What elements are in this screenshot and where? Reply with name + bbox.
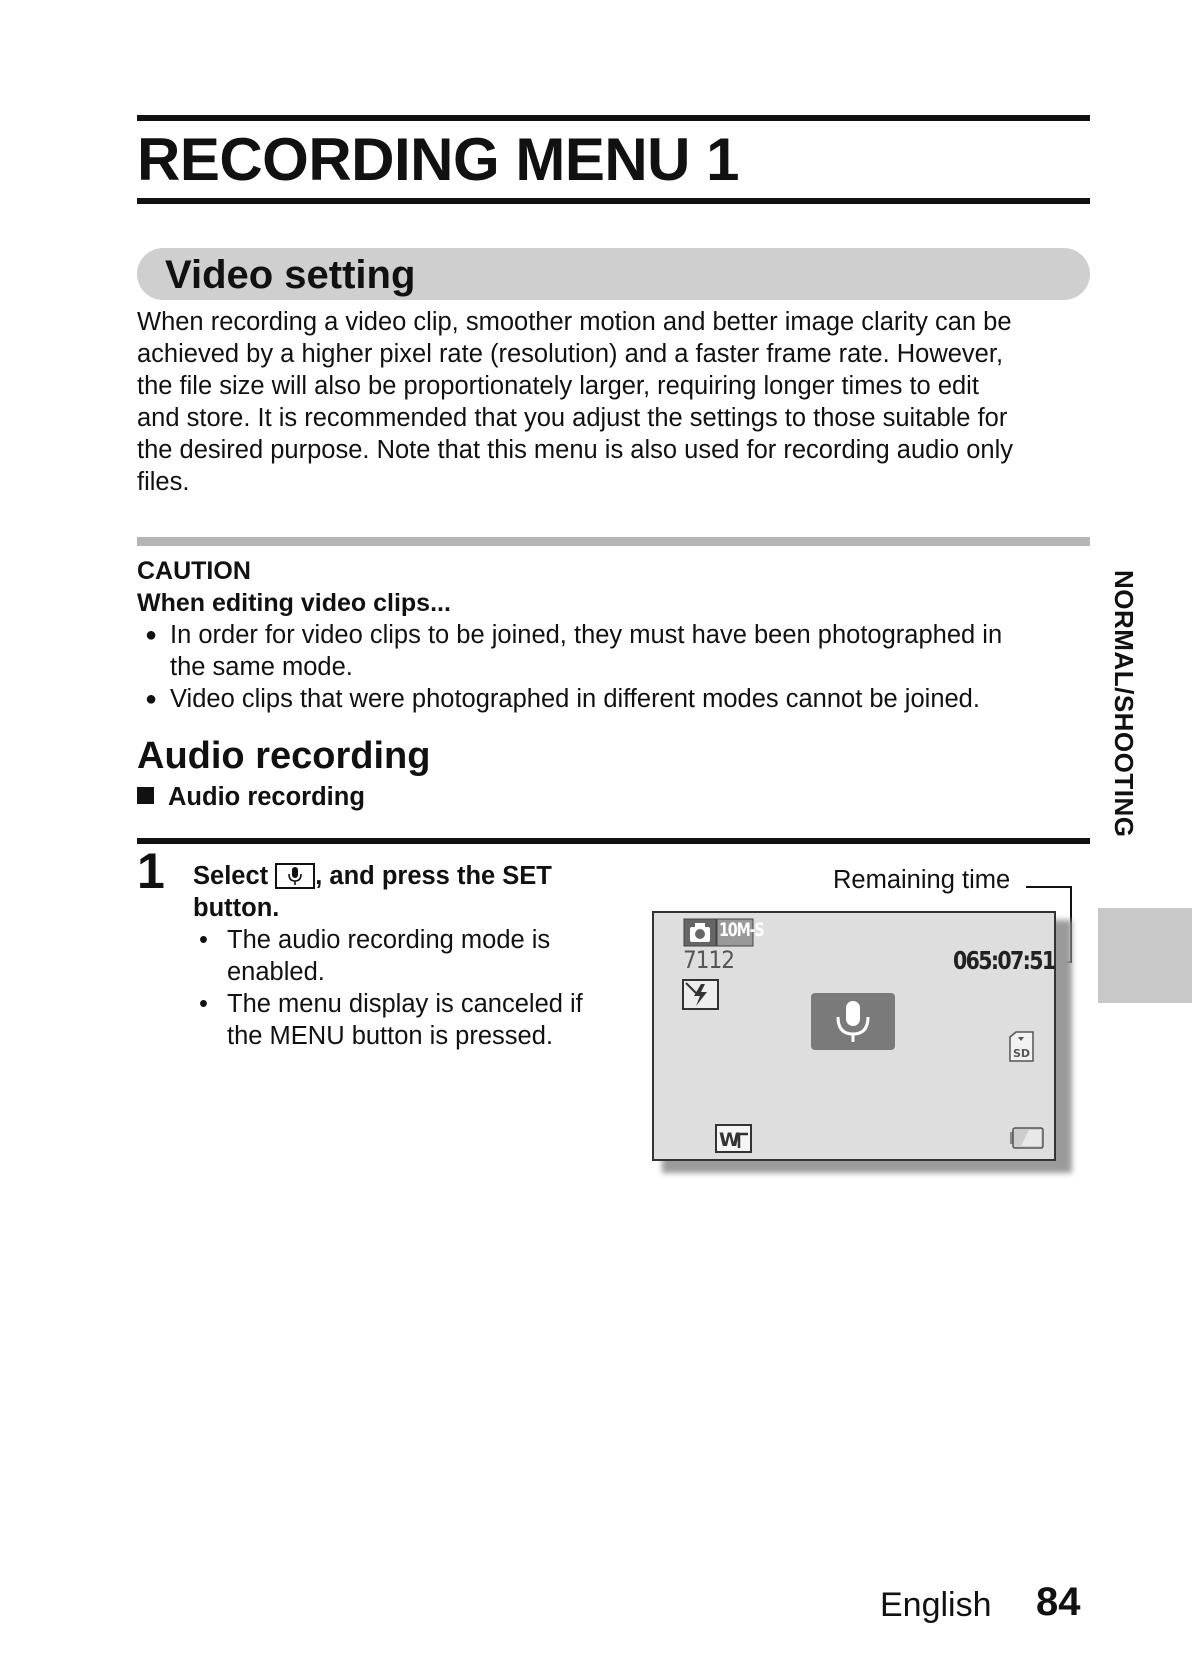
page-title: RECORDING MENU 1 [137,126,740,193]
paragraph-line: achieved by a higher pixel rate (resolution) and a faster frame rate. However, [137,340,1004,368]
bullet-line: the MENU button is pressed. [227,1022,553,1050]
flash-off-icon [682,979,720,1011]
bullet-line: The audio recording mode is [227,926,551,954]
title-rule-top [137,115,1090,121]
sd-card-icon [1009,1031,1035,1063]
footer-language: English [880,1586,992,1624]
bullet-line: the same mode. [170,653,353,681]
bullet-dot-icon: ● [145,624,158,646]
instruction-text: Select [193,862,269,890]
paragraph-line: the file size will also be proportionately larger, requiring longer times to edit [137,372,979,400]
resolution-badge: 10M-S [719,919,764,941]
step-rule [137,838,1090,844]
side-tab-label [1098,570,1158,900]
side-tab-text: NORMAL/SHOOTING [1109,570,1139,838]
step-bullet-list [193,924,633,1052]
white-balance-icon [715,1124,753,1154]
instruction-text: button. [193,894,280,922]
bullet-dot-icon: • [199,990,208,1018]
caution-bullet [145,683,1090,715]
paragraph-line: When recording a video clip, smoother motion and better image clarity can be [137,308,1012,336]
bullet-line: The menu display is canceled if [227,990,583,1018]
microphone-icon [275,863,315,889]
remaining-time-callout: Remaining time [833,866,1011,894]
step-instruction [193,860,633,924]
step-number: 1 [137,843,165,899]
paragraph-line: files. [137,468,190,496]
side-tab-marker [1098,908,1192,1003]
section-heading: Video setting [165,253,416,297]
square-bullet-icon [137,787,154,804]
caution-subheading: When editing video clips... [137,589,451,617]
title-rule-bottom [137,198,1090,204]
remaining-time-value: 065:07:51 [953,946,1055,975]
paragraph-line: and store. It is recommended that you adjust the settings to those suitable for [137,404,1008,432]
caution-label: CAUTION [137,557,251,585]
video-setting-paragraph [137,306,1097,498]
image-count: 7112 [683,946,734,974]
paragraph-line: the desired purpose. Note that this menu is also used for recording audio only [137,436,1014,464]
bullet-dot-icon: ● [145,688,158,710]
audio-recording-heading: Audio recording [137,735,431,777]
page-number: 84 [1036,1580,1081,1624]
caution-bullet-list [145,619,1090,715]
caution-bullet [145,619,1090,683]
instruction-text: , and press the SET [315,862,552,890]
caution-divider [137,537,1090,546]
svg-text:SD: SD [1012,1047,1031,1060]
audio-recording-subheading [137,781,365,813]
step-bullet [193,924,633,988]
bullet-line: Video clips that were photographed in different modes cannot be joined. [170,685,980,713]
bullet-line: In order for video clips to be joined, they must have been photographed in [170,621,1003,649]
svg-text:W: W [719,1129,740,1151]
step-bullet [193,988,633,1052]
microphone-icon [810,992,896,1052]
bullet-dot-icon: • [199,926,208,954]
battery-icon [1009,1126,1045,1150]
subheading-text: Audio recording [168,783,365,811]
bullet-line: enabled. [227,958,325,986]
